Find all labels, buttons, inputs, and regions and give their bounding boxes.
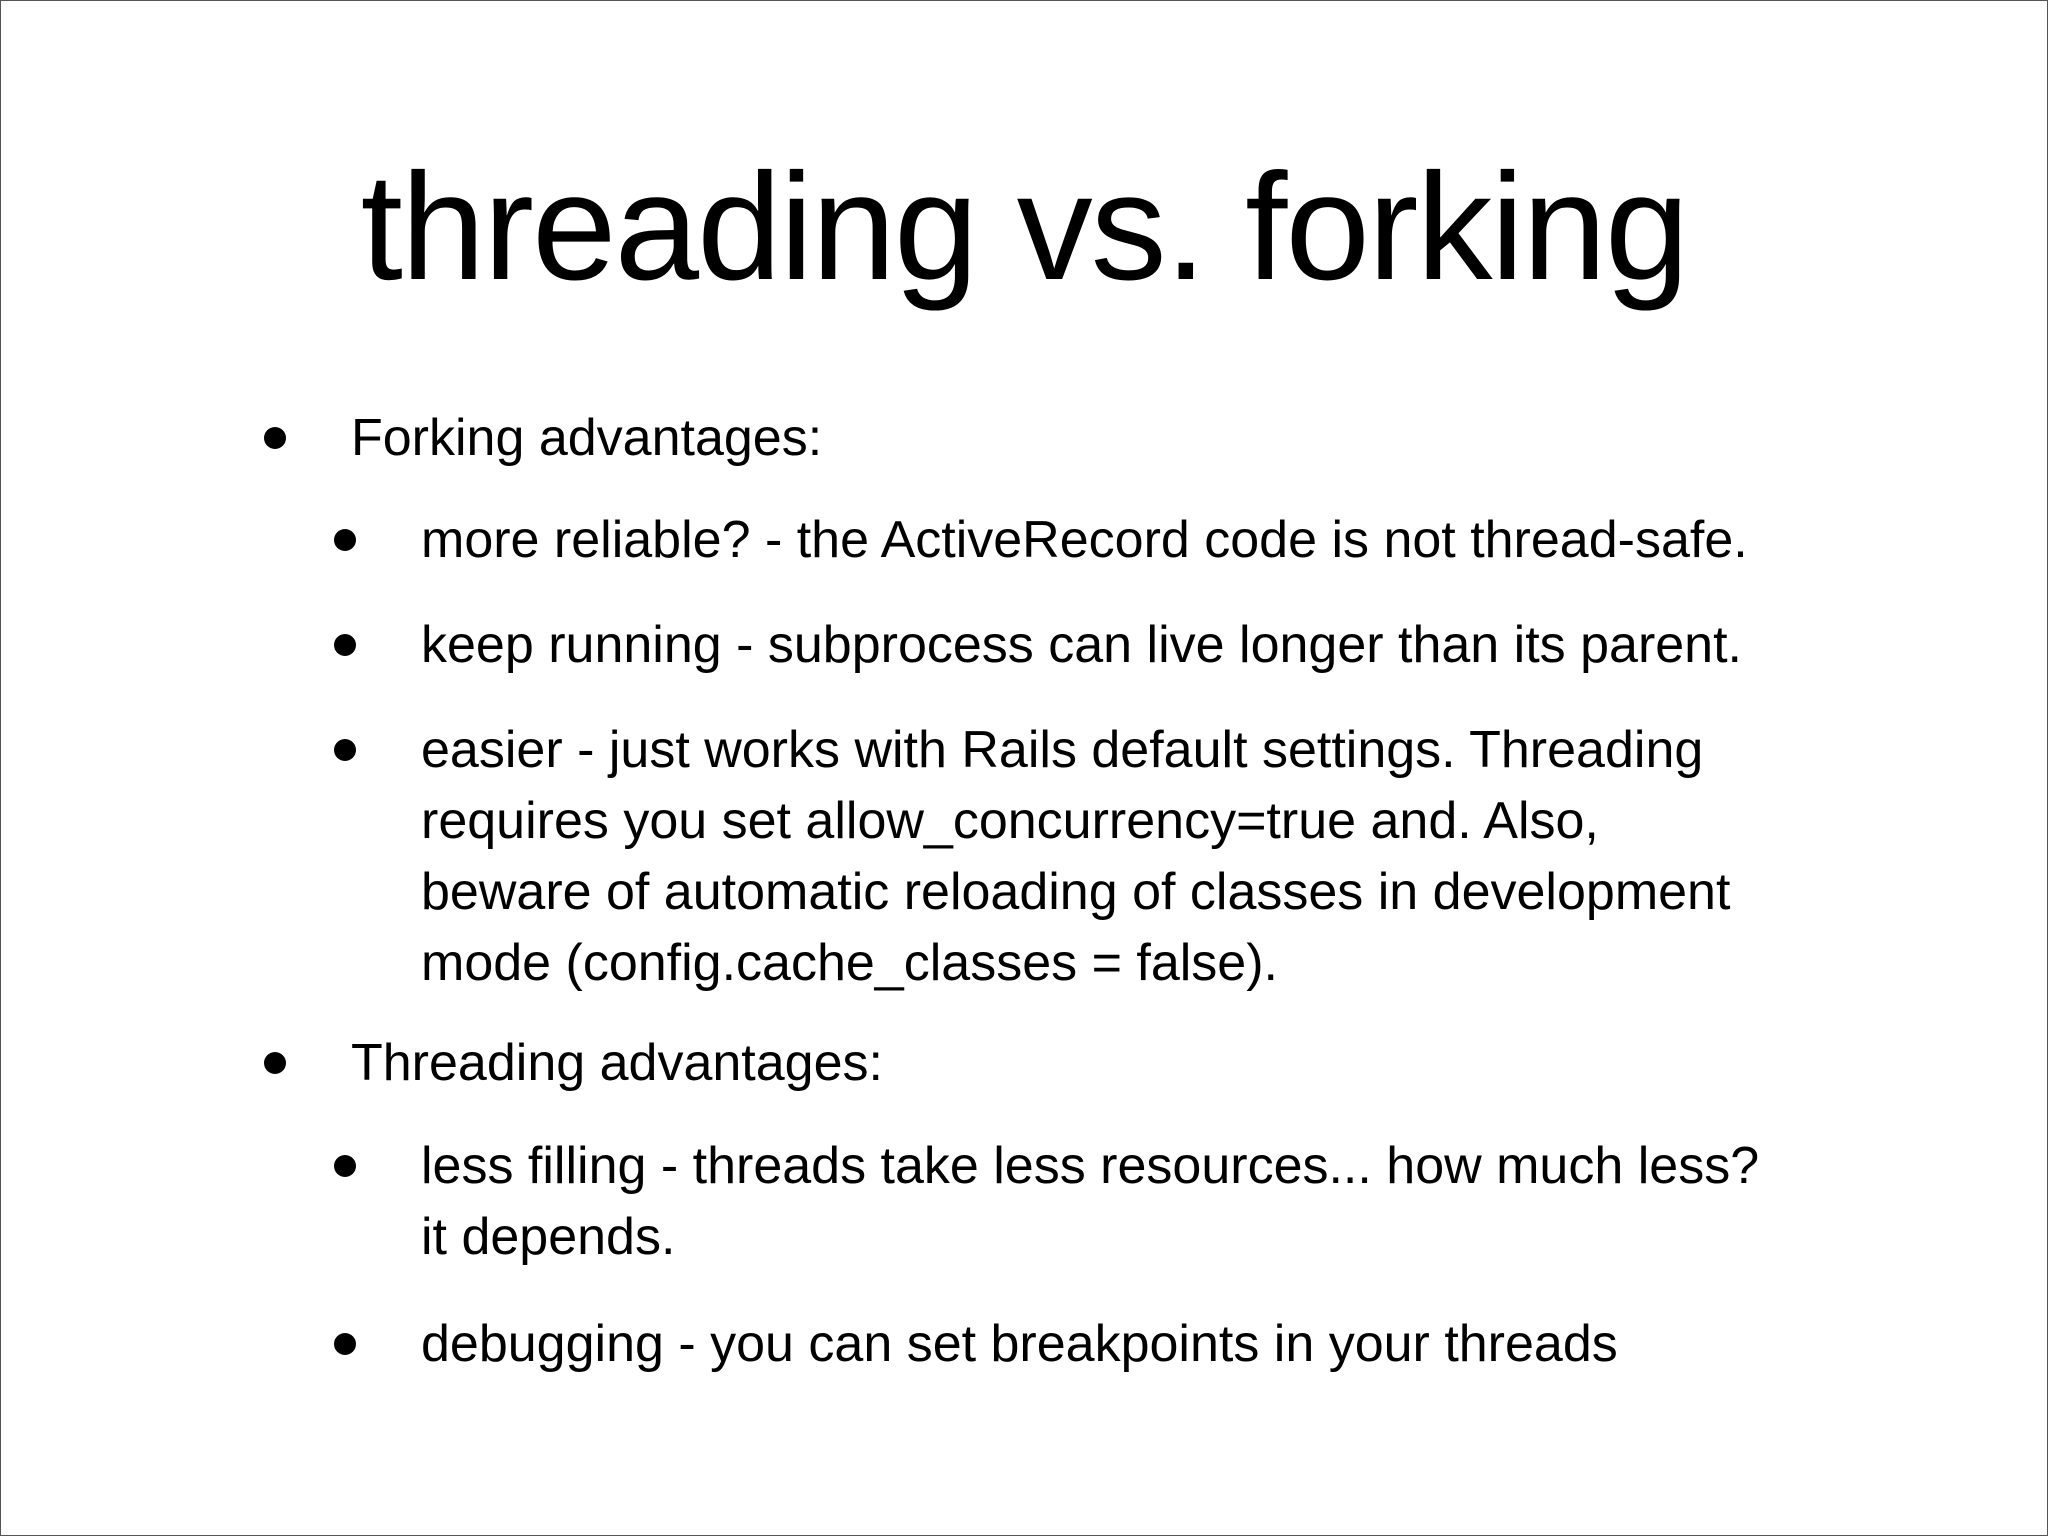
bullet-text-line: mode (config.cache_classes = false). (421, 934, 1278, 992)
bullet-text: debugging - you can set breakpoints in your threads (421, 1315, 1618, 1373)
slide-title: threading vs. forking (360, 142, 1688, 312)
bullet-dot-icon (264, 427, 286, 449)
bullet-text: keep running - subprocess can live longer than its parent. (421, 616, 1742, 674)
bullet-dot-icon (334, 1155, 356, 1177)
bullet-text: Forking advantages: (351, 409, 823, 467)
bullet-text-line: requires you set allow_concurrency=true and. Also, (421, 792, 1599, 850)
bullet-dot-icon (334, 529, 356, 551)
bullet-text-line: easier - just works with Rails default settings. Threading (421, 721, 1704, 779)
bullet-text: Threading advantages: (351, 1034, 883, 1092)
bullet-text-line: it depends. (421, 1208, 676, 1266)
bullet-text-line: less filling - threads take less resources... how much less? (421, 1137, 1760, 1195)
bullet-dot-icon (264, 1052, 286, 1074)
bullet-text-line: beware of automatic reloading of classes in development (421, 863, 1731, 921)
bullet-text: more reliable? - the ActiveRecord code is not thread-safe. (421, 511, 1748, 569)
bullet-dot-icon (334, 634, 356, 656)
bullet-dot-icon (334, 1333, 356, 1355)
bullet-dot-icon (334, 739, 356, 761)
